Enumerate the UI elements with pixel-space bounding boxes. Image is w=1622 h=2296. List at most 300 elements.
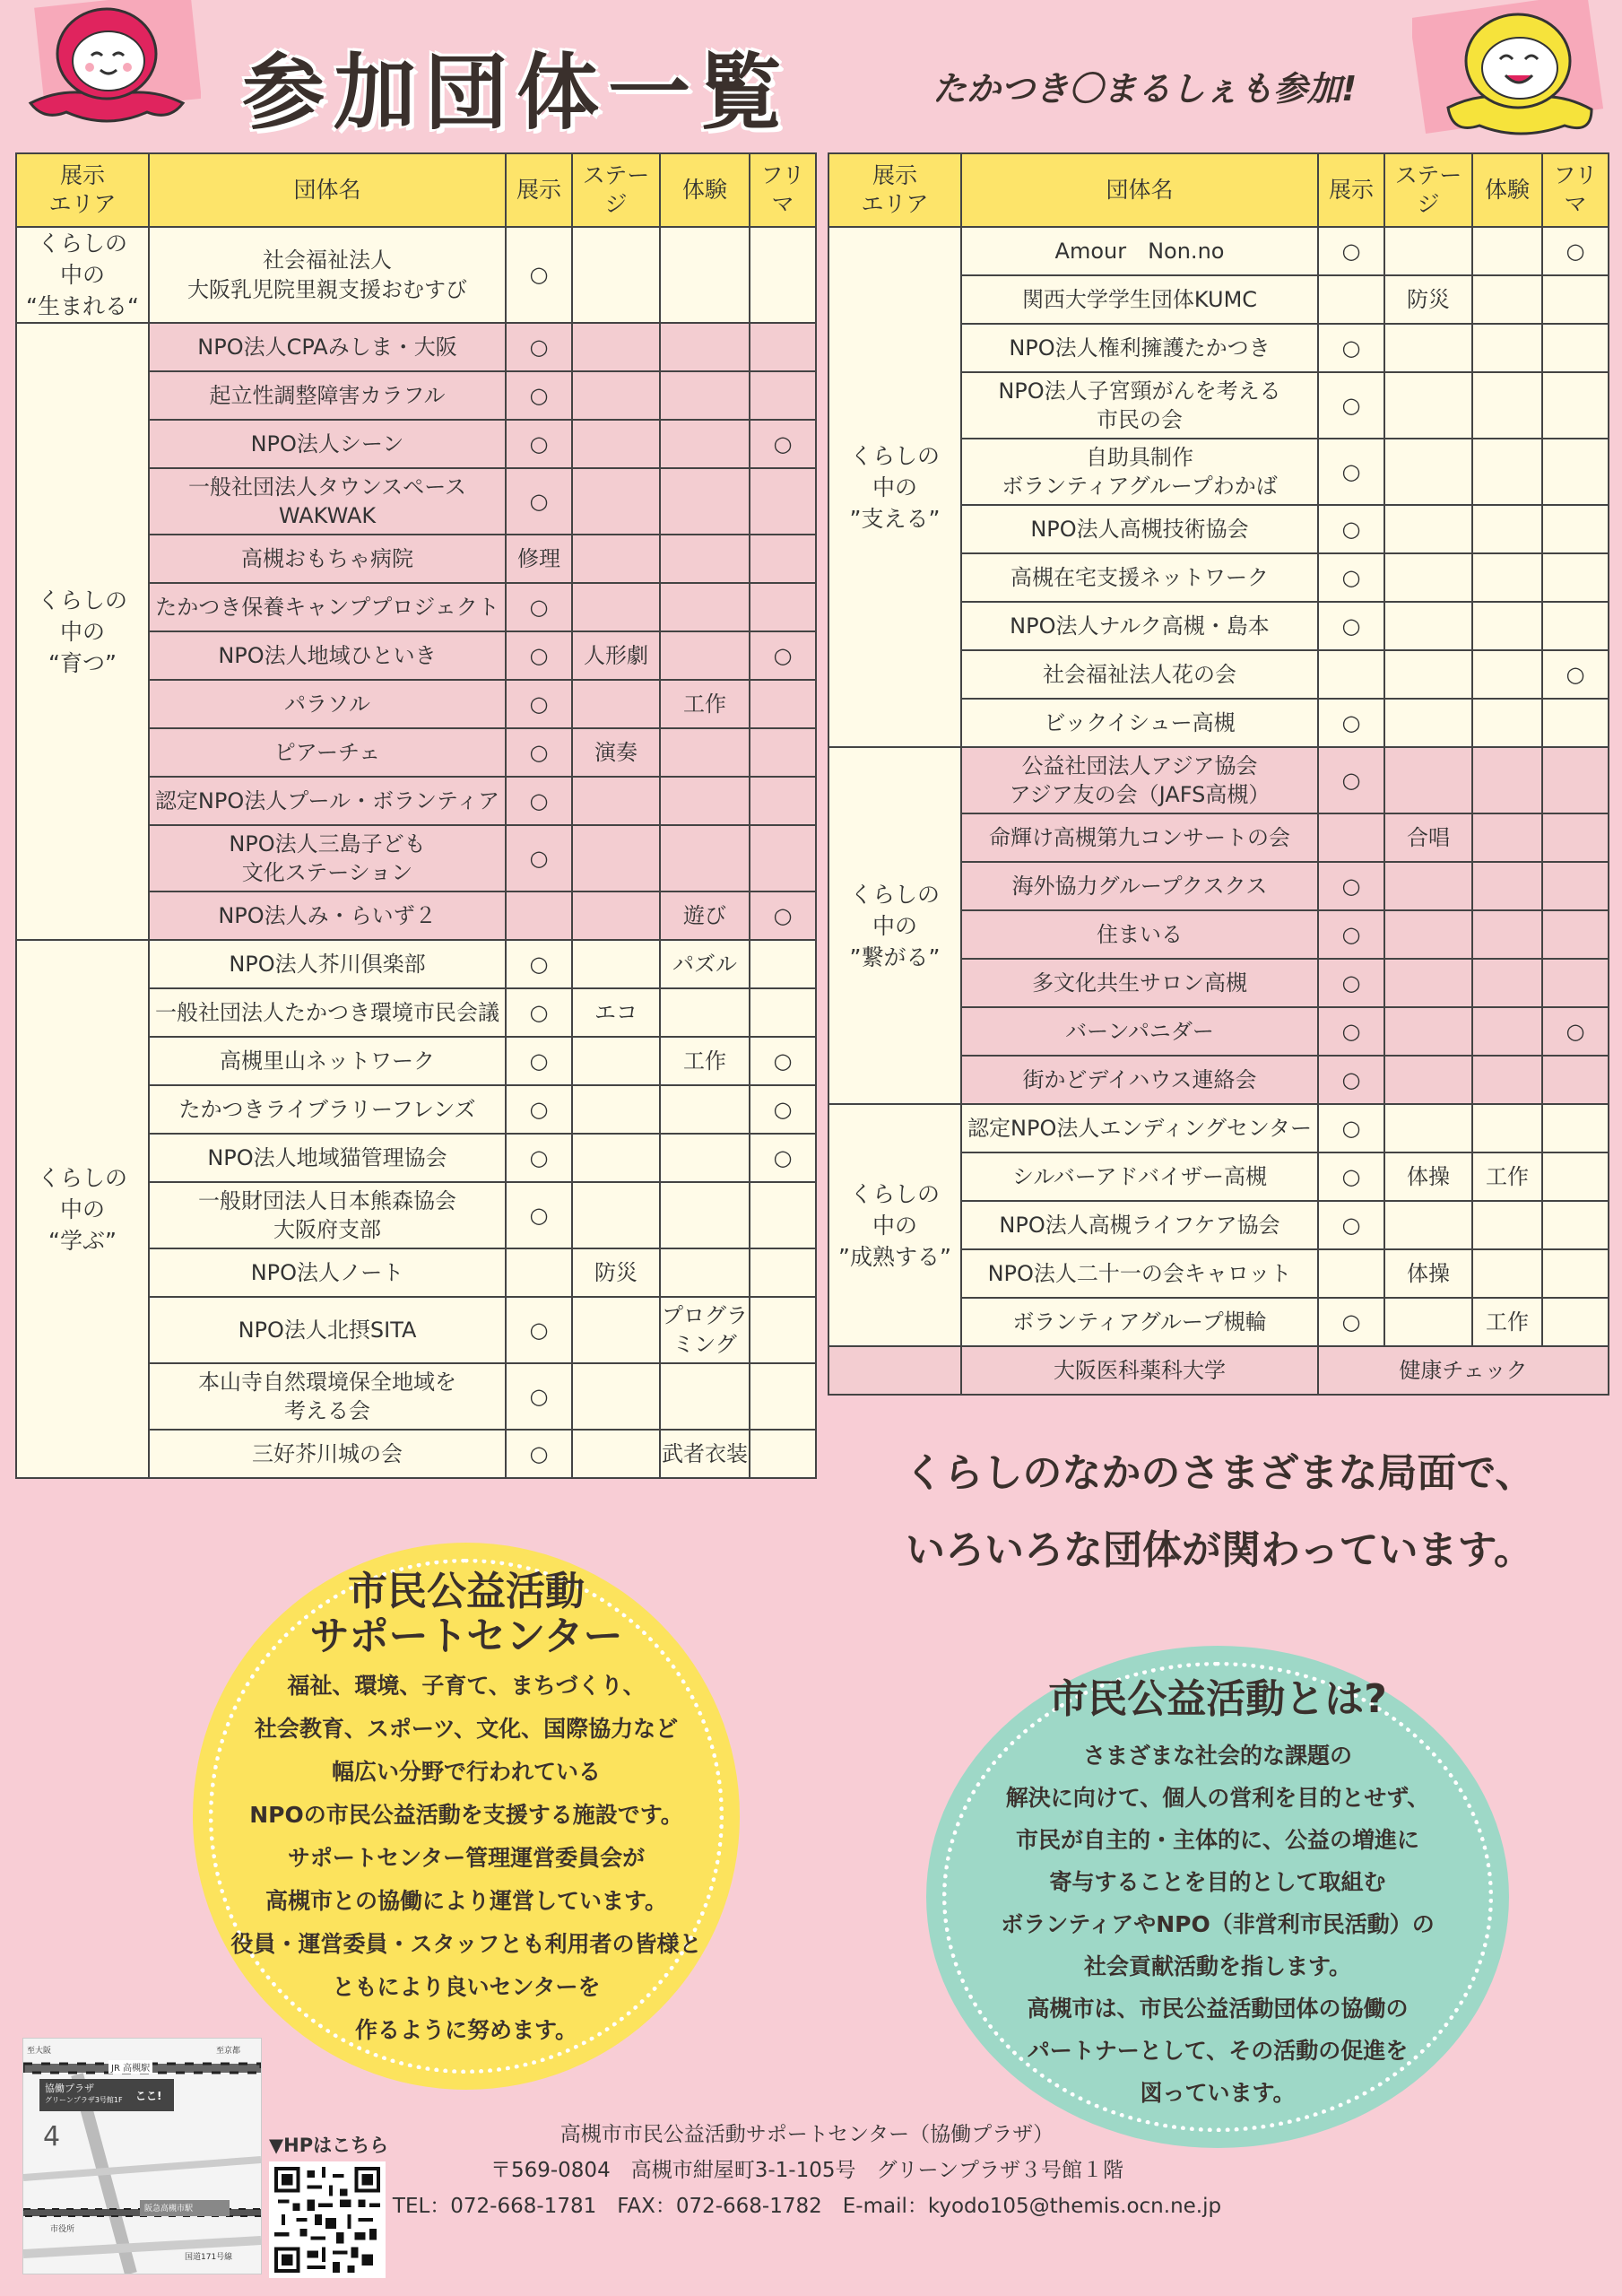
flea-market-cell: ○ xyxy=(750,420,816,468)
description-line: パートナーとして、その活動の促進を xyxy=(1027,2038,1409,2064)
description-line: 社会教育、スポーツ、文化、国際協力など xyxy=(254,1716,679,1742)
experience-cell: プログラ ミング xyxy=(660,1297,750,1363)
flea-market-cell xyxy=(750,323,816,371)
experience-cell xyxy=(660,227,750,323)
experience-cell xyxy=(660,535,750,583)
exhibit-cell: ○ xyxy=(506,1297,572,1363)
description-line: 寄与することを目的として取組む xyxy=(1049,1869,1386,1895)
org-name-cell: NPO法人二十一の会キャロット xyxy=(961,1249,1318,1298)
description-line: 解決に向けて、個人の営利を目的とせず、 xyxy=(1005,1785,1430,1811)
description-line: ともにより良いセンターを xyxy=(332,1974,601,2000)
about-title: 市民公益活動とは? xyxy=(1048,1676,1387,1722)
org-name-cell: 大阪医科薬科大学 xyxy=(961,1346,1318,1395)
experience-cell xyxy=(1472,1104,1542,1152)
org-name-cell: 起立性調整障害カラフル xyxy=(149,371,506,420)
org-name-cell: NPO法人CPAみしま・大阪 xyxy=(149,323,506,371)
org-name-cell: 認定NPO法人エンディングセンター xyxy=(961,1104,1318,1152)
footer-phone-email[interactable]: TEL：072-668-1781 FAX：072-668-1782 E-mail：kyodo105@themis.ocn.ne.jp xyxy=(392,2195,1222,2218)
exhibit-cell: ○ xyxy=(1318,1298,1384,1346)
experience-cell xyxy=(1472,439,1542,505)
experience-cell xyxy=(1472,813,1542,862)
flea-market-cell xyxy=(750,371,816,420)
exhibit-cell: ○ xyxy=(506,777,572,825)
exhibit-cell: ○ xyxy=(506,1182,572,1248)
activity-cell: 健康チェック xyxy=(1318,1346,1609,1395)
experience-cell xyxy=(1472,1201,1542,1249)
experience-cell xyxy=(1472,1056,1542,1104)
stage-cell xyxy=(1384,910,1472,959)
org-name-cell: NPO法人ノート xyxy=(149,1248,506,1297)
experience-cell xyxy=(1472,602,1542,650)
exhibit-cell: ○ xyxy=(1318,372,1384,439)
org-name-cell: 街かどデイハウス連絡会 xyxy=(961,1056,1318,1104)
description-line: さまざまな社会的な課題の xyxy=(1082,1743,1352,1769)
stage-cell xyxy=(572,468,660,535)
flea-market-cell xyxy=(1542,553,1609,602)
stage-cell xyxy=(1384,324,1472,372)
stage-cell xyxy=(1384,650,1472,699)
stage-cell xyxy=(1384,1104,1472,1152)
exhibit-cell: ○ xyxy=(1318,1152,1384,1201)
org-name-cell: 高槻在宅支援ネットワーク xyxy=(961,553,1318,602)
org-name-cell: NPO法人地域ひといき xyxy=(149,631,506,680)
table-row xyxy=(828,747,1609,813)
flea-market-cell xyxy=(1542,910,1609,959)
org-name-cell: 一般財団法人日本熊森協会 大阪府支部 xyxy=(149,1182,506,1248)
org-name-cell: 命輝け高槻第九コンサートの会 xyxy=(961,813,1318,862)
exhibit-cell: ○ xyxy=(506,988,572,1037)
exhibit-cell: ○ xyxy=(1318,553,1384,602)
header-cell: フリ マ xyxy=(1542,153,1609,227)
stage-cell xyxy=(572,1037,660,1085)
flea-market-cell xyxy=(1542,1056,1609,1104)
flea-market-cell xyxy=(1542,372,1609,439)
stage-cell xyxy=(1384,553,1472,602)
table-row xyxy=(828,227,1609,275)
org-name-cell: NPO法人芥川倶楽部 xyxy=(149,940,506,988)
stage-cell: 人形劇 xyxy=(572,631,660,680)
flea-market-cell: ○ xyxy=(750,631,816,680)
org-name-cell: ビックイシュー高槻 xyxy=(961,699,1318,747)
experience-cell xyxy=(1472,747,1542,813)
message-line: くらしのなかのさまざまな局面で、 xyxy=(904,1450,1535,1496)
org-name-cell: 住まいる xyxy=(961,910,1318,959)
stage-cell: エコ xyxy=(572,988,660,1037)
description-line: 市民が自主的・主体的に、公益の増進に xyxy=(1015,1827,1419,1853)
stage-cell xyxy=(572,1134,660,1182)
exhibit-cell: ○ xyxy=(1318,1056,1384,1104)
flea-market-cell xyxy=(1542,1152,1609,1201)
org-name-cell: ピアーチェ xyxy=(149,728,506,777)
experience-cell xyxy=(1472,862,1542,910)
org-name-cell: 認定NPO法人プール・ボランティア xyxy=(149,777,506,825)
flea-market-cell xyxy=(1542,1249,1609,1298)
experience-cell xyxy=(660,1248,750,1297)
stage-cell xyxy=(1384,747,1472,813)
flea-market-cell: ○ xyxy=(750,1134,816,1182)
experience-cell xyxy=(1472,324,1542,372)
flea-market-cell xyxy=(750,940,816,988)
org-name-cell: NPO法人子宮頸がんを考える 市民の会 xyxy=(961,372,1318,439)
map-left-label: 至大阪 xyxy=(27,2047,52,2056)
flea-market-cell xyxy=(750,1248,816,1297)
header-cell: 展示 xyxy=(506,153,572,227)
org-name-cell: NPO法人権利擁護たかつき xyxy=(961,324,1318,372)
footer-address: 〒569-0804 高槻市紺屋町3-1-105号 グリーンプラザ３号館１階 xyxy=(490,2159,1124,2182)
stage-cell xyxy=(572,940,660,988)
map-hankyu-label: 阪急高槻市駅 xyxy=(144,2205,194,2213)
org-name-cell: ボランティアグループ槻輪 xyxy=(961,1298,1318,1346)
experience-cell xyxy=(660,1182,750,1248)
stage-cell xyxy=(1384,699,1472,747)
flea-market-cell xyxy=(750,825,816,891)
experience-cell xyxy=(1472,275,1542,324)
org-name-cell: NPO法人高槻ライフケア協会 xyxy=(961,1201,1318,1249)
experience-cell xyxy=(660,583,750,631)
stage-cell xyxy=(572,535,660,583)
experience-cell xyxy=(660,728,750,777)
description-line: サポートセンター管理運営委員会が xyxy=(287,1845,646,1871)
stage-cell xyxy=(1384,505,1472,553)
exhibit-cell xyxy=(1318,650,1384,699)
exhibit-cell: ○ xyxy=(506,1430,572,1478)
flea-market-cell xyxy=(750,777,816,825)
org-name-cell: 社会福祉法人 大阪乳児院里親支援おむすび xyxy=(149,227,506,323)
map-route-label: 国道171号線 xyxy=(185,2253,233,2262)
exhibit-cell: ○ xyxy=(1318,747,1384,813)
stage-cell xyxy=(1384,1007,1472,1056)
org-name-cell: 関西大学学生団体KUMC xyxy=(961,275,1318,324)
stage-cell xyxy=(572,1085,660,1134)
map-city-hall-label: 市役所 xyxy=(50,2225,75,2234)
flea-market-cell xyxy=(750,583,816,631)
exhibit-cell: ○ xyxy=(506,940,572,988)
support-center-title: 市民公益活動 サポートセンター xyxy=(309,1569,623,1659)
flea-market-cell xyxy=(1542,1104,1609,1152)
flea-market-cell xyxy=(1542,439,1609,505)
header-cell: フリ マ xyxy=(750,153,816,227)
description-line: 作るように努めます。 xyxy=(354,2017,577,2043)
experience-cell: 遊び xyxy=(660,891,750,940)
exhibit-cell xyxy=(1318,275,1384,324)
flea-market-cell xyxy=(750,1182,816,1248)
table-row xyxy=(16,323,816,371)
flea-market-cell xyxy=(750,227,816,323)
org-name-cell: 高槻おもちゃ病院 xyxy=(149,535,506,583)
map-right-label: 至京都 xyxy=(216,2047,241,2056)
table-row xyxy=(828,1104,1609,1152)
header-cell: ステージ xyxy=(572,153,660,227)
experience-cell xyxy=(660,1363,750,1430)
flea-market-cell xyxy=(1542,813,1609,862)
flea-market-cell xyxy=(1542,747,1609,813)
org-name-cell: NPO法人シーン xyxy=(149,420,506,468)
description-line: 高槻市との協働により運営しています。 xyxy=(265,1888,667,1914)
stage-cell xyxy=(1384,227,1472,275)
flea-market-cell xyxy=(750,1430,816,1478)
exhibit-cell xyxy=(1318,1249,1384,1298)
exhibit-cell: ○ xyxy=(1318,602,1384,650)
stage-cell xyxy=(572,227,660,323)
org-name-cell: 社会福祉法人花の会 xyxy=(961,650,1318,699)
experience-cell xyxy=(660,371,750,420)
experience-cell xyxy=(660,323,750,371)
message-text xyxy=(861,1435,1578,1589)
exhibit-cell: ○ xyxy=(1318,910,1384,959)
exhibit-cell: ○ xyxy=(506,1085,572,1134)
map-jr-label: JR 高槻駅 xyxy=(108,2060,152,2074)
description-line: 役員・運営委員・スタッフとも利用者の皆様と xyxy=(230,1931,702,1957)
page-title: 参加団体一覧 xyxy=(242,45,792,141)
stage-cell xyxy=(572,323,660,371)
support-center-description xyxy=(193,1665,740,2052)
experience-cell xyxy=(1472,1249,1542,1298)
exhibit-cell: ○ xyxy=(1318,1201,1384,1249)
flea-market-cell xyxy=(750,680,816,728)
flea-market-cell xyxy=(1542,324,1609,372)
flea-market-cell xyxy=(750,535,816,583)
experience-cell xyxy=(660,631,750,680)
left-participant-table xyxy=(15,152,817,1479)
footer-org: 高槻市市民公益活動サポートセンター（協働プラザ） xyxy=(559,2123,1054,2146)
stage-cell xyxy=(572,1363,660,1430)
stage-cell: 体操 xyxy=(1384,1152,1472,1201)
org-name-cell: 自助具制作 ボランティアグループわかば xyxy=(961,439,1318,505)
stage-cell xyxy=(1384,1201,1472,1249)
exhibit-cell: ○ xyxy=(506,728,572,777)
org-name-cell: 三好芥川城の会 xyxy=(149,1430,506,1478)
exhibit-cell: ○ xyxy=(506,323,572,371)
stage-cell xyxy=(1384,862,1472,910)
description-line: 福祉、環境、子育て、まちづくり、 xyxy=(287,1673,646,1699)
org-name-cell: バーンパニダー xyxy=(961,1007,1318,1056)
stage-cell xyxy=(1384,372,1472,439)
exhibit-cell xyxy=(506,1248,572,1297)
flea-market-cell: ○ xyxy=(1542,650,1609,699)
experience-cell xyxy=(660,988,750,1037)
stage-cell: 防災 xyxy=(1384,275,1472,324)
experience-cell xyxy=(1472,227,1542,275)
exhibit-cell: ○ xyxy=(1318,699,1384,747)
area-cell xyxy=(828,1346,961,1395)
exhibit-cell: ○ xyxy=(506,631,572,680)
org-name-cell: NPO法人み・らいず２ xyxy=(149,891,506,940)
map-route-number: 4 xyxy=(43,2121,61,2152)
experience-cell xyxy=(1472,910,1542,959)
experience-cell xyxy=(1472,699,1542,747)
experience-cell xyxy=(660,420,750,468)
description-line: NPOの市民公益活動を支援する施設です。 xyxy=(249,1802,683,1828)
footer-contact xyxy=(341,2117,1273,2224)
stage-cell xyxy=(572,825,660,891)
exhibit-cell: ○ xyxy=(506,1134,572,1182)
stage-cell xyxy=(572,1430,660,1478)
org-name-cell: 一般社団法人タウンスペース WAKWAK xyxy=(149,468,506,535)
experience-cell: パズル xyxy=(660,940,750,988)
exhibit-cell: ○ xyxy=(506,227,572,323)
area-cell: くらしの 中の ”支える” xyxy=(828,227,961,747)
hp-label: ▼HPはこちら xyxy=(269,2135,389,2156)
stage-cell: 合唱 xyxy=(1384,813,1472,862)
exhibit-cell: ○ xyxy=(1318,959,1384,1007)
stage-cell: 防災 xyxy=(572,1248,660,1297)
exhibit-cell xyxy=(506,891,572,940)
support-center-circle xyxy=(193,1543,740,2090)
header-cell: 展示 エリア xyxy=(16,153,149,227)
map-here-label: ここ! xyxy=(135,2090,162,2102)
table-row xyxy=(828,1346,1609,1395)
table-header-row xyxy=(16,153,816,227)
experience-cell xyxy=(1472,650,1542,699)
exhibit-cell: ○ xyxy=(506,825,572,891)
exhibit-cell: ○ xyxy=(506,420,572,468)
flea-market-cell xyxy=(1542,1298,1609,1346)
area-cell: くらしの 中の “育つ” xyxy=(16,323,149,940)
header-cell: 展示 エリア xyxy=(828,153,961,227)
experience-cell: 工作 xyxy=(660,680,750,728)
table-row xyxy=(16,940,816,988)
description-line: 高槻市は、市民公益活動団体の協働の xyxy=(1027,1996,1409,2022)
flea-market-cell xyxy=(750,728,816,777)
area-cell: くらしの 中の ”繋がる” xyxy=(828,747,961,1104)
flea-market-cell xyxy=(1542,1201,1609,1249)
exhibit-cell: ○ xyxy=(506,1037,572,1085)
flea-market-cell xyxy=(1542,505,1609,553)
stage-cell xyxy=(572,1297,660,1363)
access-map xyxy=(22,2038,262,2274)
experience-cell xyxy=(1472,959,1542,1007)
experience-cell xyxy=(660,777,750,825)
header-cell: 体験 xyxy=(1472,153,1542,227)
org-name-cell: シルバーアドバイザー高槻 xyxy=(961,1152,1318,1201)
header-cell: ステージ xyxy=(1384,153,1472,227)
stage-cell xyxy=(572,1182,660,1248)
flea-market-cell xyxy=(1542,862,1609,910)
flea-market-cell xyxy=(1542,699,1609,747)
experience-cell xyxy=(1472,553,1542,602)
right-participant-table xyxy=(828,152,1609,1396)
org-name-cell: パラソル xyxy=(149,680,506,728)
stage-cell xyxy=(1384,1298,1472,1346)
header-cell: 体験 xyxy=(660,153,750,227)
exhibit-cell: ○ xyxy=(1318,439,1384,505)
stage-cell xyxy=(1384,1056,1472,1104)
experience-cell: 工作 xyxy=(1472,1152,1542,1201)
stage-cell xyxy=(572,583,660,631)
exhibit-cell: ○ xyxy=(1318,324,1384,372)
area-cell: くらしの 中の ”成熟する” xyxy=(828,1104,961,1346)
org-name-cell: 本山寺自然環境保全地域を 考える会 xyxy=(149,1363,506,1430)
flea-market-cell xyxy=(750,1297,816,1363)
experience-cell: 工作 xyxy=(660,1037,750,1085)
flea-market-cell: ○ xyxy=(1542,1007,1609,1056)
area-cell: くらしの 中の “学ぶ” xyxy=(16,940,149,1478)
table-row xyxy=(16,227,816,323)
stage-cell xyxy=(1384,602,1472,650)
org-name-cell: 多文化共生サロン高槻 xyxy=(961,959,1318,1007)
org-name-cell: 海外協力グループクスクス xyxy=(961,862,1318,910)
org-name-cell: たかつき保養キャンププロジェクト xyxy=(149,583,506,631)
exhibit-cell: ○ xyxy=(506,680,572,728)
experience-cell xyxy=(660,825,750,891)
map-plaza-label: 協働プラザ xyxy=(45,2083,94,2094)
org-name-cell: NPO法人北摂SITA xyxy=(149,1297,506,1363)
flea-market-cell: ○ xyxy=(750,891,816,940)
experience-cell: 武者衣装 xyxy=(660,1430,750,1478)
org-name-cell: NPO法人三島子ども 文化ステーション xyxy=(149,825,506,891)
flea-market-cell xyxy=(750,1363,816,1430)
stage-cell: 体操 xyxy=(1384,1249,1472,1298)
stage-cell xyxy=(572,891,660,940)
flea-market-cell xyxy=(1542,275,1609,324)
exhibit-cell: ○ xyxy=(506,1363,572,1430)
exhibit-cell: ○ xyxy=(506,371,572,420)
page-subtitle: たかつき〇まるしぇも参加! xyxy=(932,69,1357,109)
exhibit-cell: ○ xyxy=(1318,227,1384,275)
about-circle xyxy=(926,1646,1509,2148)
org-name-cell: NPO法人ナルク高槻・島本 xyxy=(961,602,1318,650)
experience-cell xyxy=(1472,505,1542,553)
org-name-cell: 一般社団法人たかつき環境市民会議 xyxy=(149,988,506,1037)
experience-cell: 工作 xyxy=(1472,1298,1542,1346)
org-name-cell: 公益社団法人アジア協会 アジア友の会（JAFS高槻） xyxy=(961,747,1318,813)
flea-market-cell xyxy=(750,988,816,1037)
flea-market-cell: ○ xyxy=(1542,227,1609,275)
flea-market-cell xyxy=(1542,959,1609,1007)
exhibit-cell: ○ xyxy=(506,583,572,631)
description-line: 幅広い分野で行われている xyxy=(331,1759,601,1785)
flea-market-cell: ○ xyxy=(750,1037,816,1085)
stage-cell xyxy=(572,371,660,420)
description-line: 社会貢献活動を指します。 xyxy=(1083,1953,1351,1979)
exhibit-cell: ○ xyxy=(506,468,572,535)
flea-market-cell xyxy=(1542,602,1609,650)
experience-cell xyxy=(660,1085,750,1134)
stage-cell xyxy=(572,680,660,728)
message-line: いろいろな団体が関わっています。 xyxy=(905,1527,1534,1573)
org-name-cell: NPO法人地域猫管理協会 xyxy=(149,1134,506,1182)
experience-cell xyxy=(1472,1007,1542,1056)
org-name-cell: たかつきライブラリーフレンズ xyxy=(149,1085,506,1134)
stage-cell xyxy=(572,777,660,825)
header-cell: 団体名 xyxy=(149,153,506,227)
exhibit-cell: ○ xyxy=(1318,1007,1384,1056)
experience-cell xyxy=(660,468,750,535)
yellow-mascot-icon xyxy=(1412,0,1614,144)
flea-market-cell: ○ xyxy=(750,1085,816,1134)
map-plaza-addr: グリーンプラザ3号館1F xyxy=(45,2096,123,2104)
flea-market-cell xyxy=(750,468,816,535)
pink-mascot-icon xyxy=(13,0,201,126)
experience-cell xyxy=(1472,372,1542,439)
org-name-cell: 高槻里山ネットワーク xyxy=(149,1037,506,1085)
stage-cell xyxy=(1384,439,1472,505)
header-cell: 展示 xyxy=(1318,153,1384,227)
exhibit-cell: ○ xyxy=(1318,1104,1384,1152)
experience-cell xyxy=(660,1134,750,1182)
stage-cell: 演奏 xyxy=(572,728,660,777)
exhibit-cell: ○ xyxy=(1318,862,1384,910)
org-name-cell: Amour Non.no xyxy=(961,227,1318,275)
area-cell: くらしの 中の “生まれる“ xyxy=(16,227,149,323)
exhibit-cell: 修理 xyxy=(506,535,572,583)
about-description xyxy=(926,1735,1509,2114)
table-header-row xyxy=(828,153,1609,227)
header-cell: 団体名 xyxy=(961,153,1318,227)
description-line: ボランティアやNPO（非営利市民活動）の xyxy=(1001,1911,1435,1937)
org-name-cell: NPO法人高槻技術協会 xyxy=(961,505,1318,553)
exhibit-cell: ○ xyxy=(1318,505,1384,553)
